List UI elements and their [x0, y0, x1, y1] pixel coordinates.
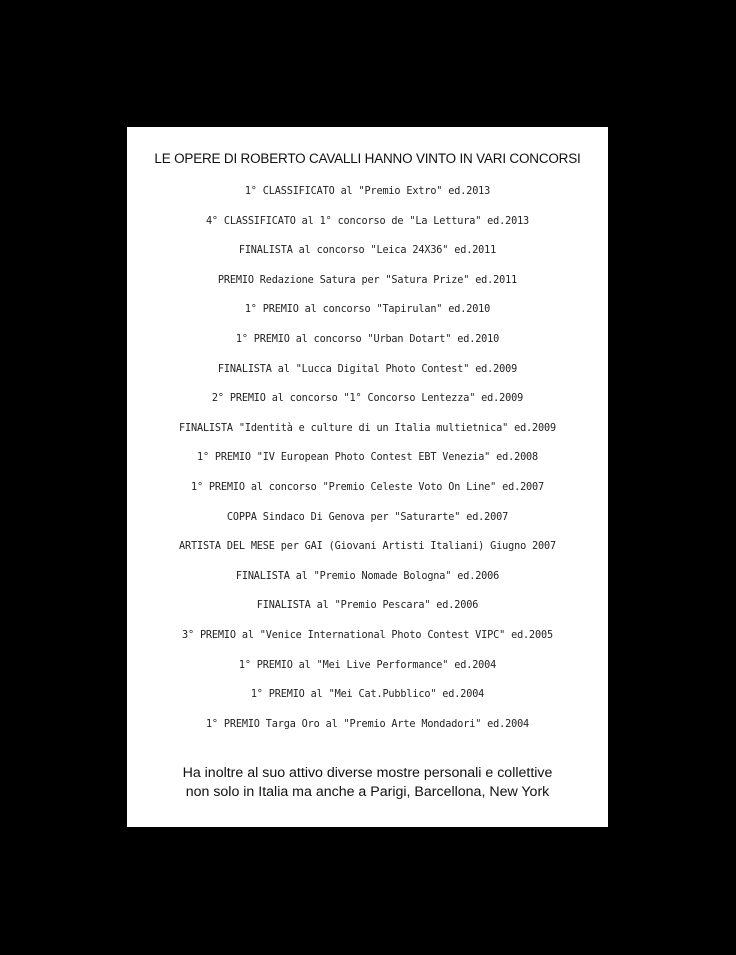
- page-title: LE OPERE DI ROBERTO CAVALLI HANNO VINTO IN VARI CONCORSI: [154, 151, 581, 166]
- award-item: FINALISTA "Identità e culture di un Italia multietnica" ed.2009: [179, 422, 556, 434]
- award-item: 1° PREMIO al concorso "Urban Dotart" ed.2010: [235, 333, 500, 345]
- award-item: COPPA Sindaco Di Genova per "Saturarte" ed.2007: [226, 511, 509, 523]
- award-item: 1° PREMIO Targa Oro al "Premio Arte Mondadori" ed.2004: [205, 718, 530, 730]
- footer-line-2: non solo in Italia ma anche a Parigi, Barcellona, New York: [185, 784, 550, 800]
- award-item: 1° CLASSIFICATO al "Premio Extro" ed.2013: [244, 186, 491, 197]
- document-page: [127, 127, 608, 827]
- award-item: 1° PREMIO "IV European Photo Contest EBT Venezia" ed.2008: [196, 452, 539, 464]
- award-item: FINALISTA al "Lucca Digital Photo Contest" ed.2009: [217, 363, 518, 375]
- footer-line-1: Ha inoltre al suo attivo diverse mostre personali e collettive: [182, 765, 553, 781]
- award-item: 1° PREMIO al concorso "Tapirulan" ed.2010: [244, 304, 491, 316]
- award-item: FINALISTA al "Premio Nomade Bologna" ed.2006: [235, 570, 500, 582]
- award-item: 1° PREMIO al "Mei Live Performance" ed.2004: [238, 659, 497, 671]
- award-item: FINALISTA al "Premio Pescara" ed.2006: [256, 600, 479, 612]
- award-item: 1° PREMIO al concorso "Premio Celeste Voto On Line" ed.2007: [190, 481, 545, 493]
- footer-note: [127, 764, 608, 802]
- awards-list: [127, 185, 608, 747]
- award-item: PREMIO Redazione Satura per "Satura Prize" ed.2011: [217, 274, 518, 286]
- award-item: 1° PREMIO al "Mei Cat.Pubblico" ed.2004: [250, 689, 485, 701]
- award-item: ARTISTA DEL MESE per GAI (Giovani Artisti Italiani) Giugno 2007: [179, 541, 556, 553]
- award-item: 3° PREMIO al "Venice International Photo Contest VIPC" ed.2005: [182, 629, 553, 641]
- award-item: 4° CLASSIFICATO al 1° concorso de "La Lettura" ed.2013: [205, 215, 530, 227]
- award-item: 2° PREMIO al concorso "1° Concorso Lentezza" ed.2009: [211, 393, 524, 405]
- award-item: FINALISTA al concorso "Leica 24X36" ed.2011: [238, 245, 497, 257]
